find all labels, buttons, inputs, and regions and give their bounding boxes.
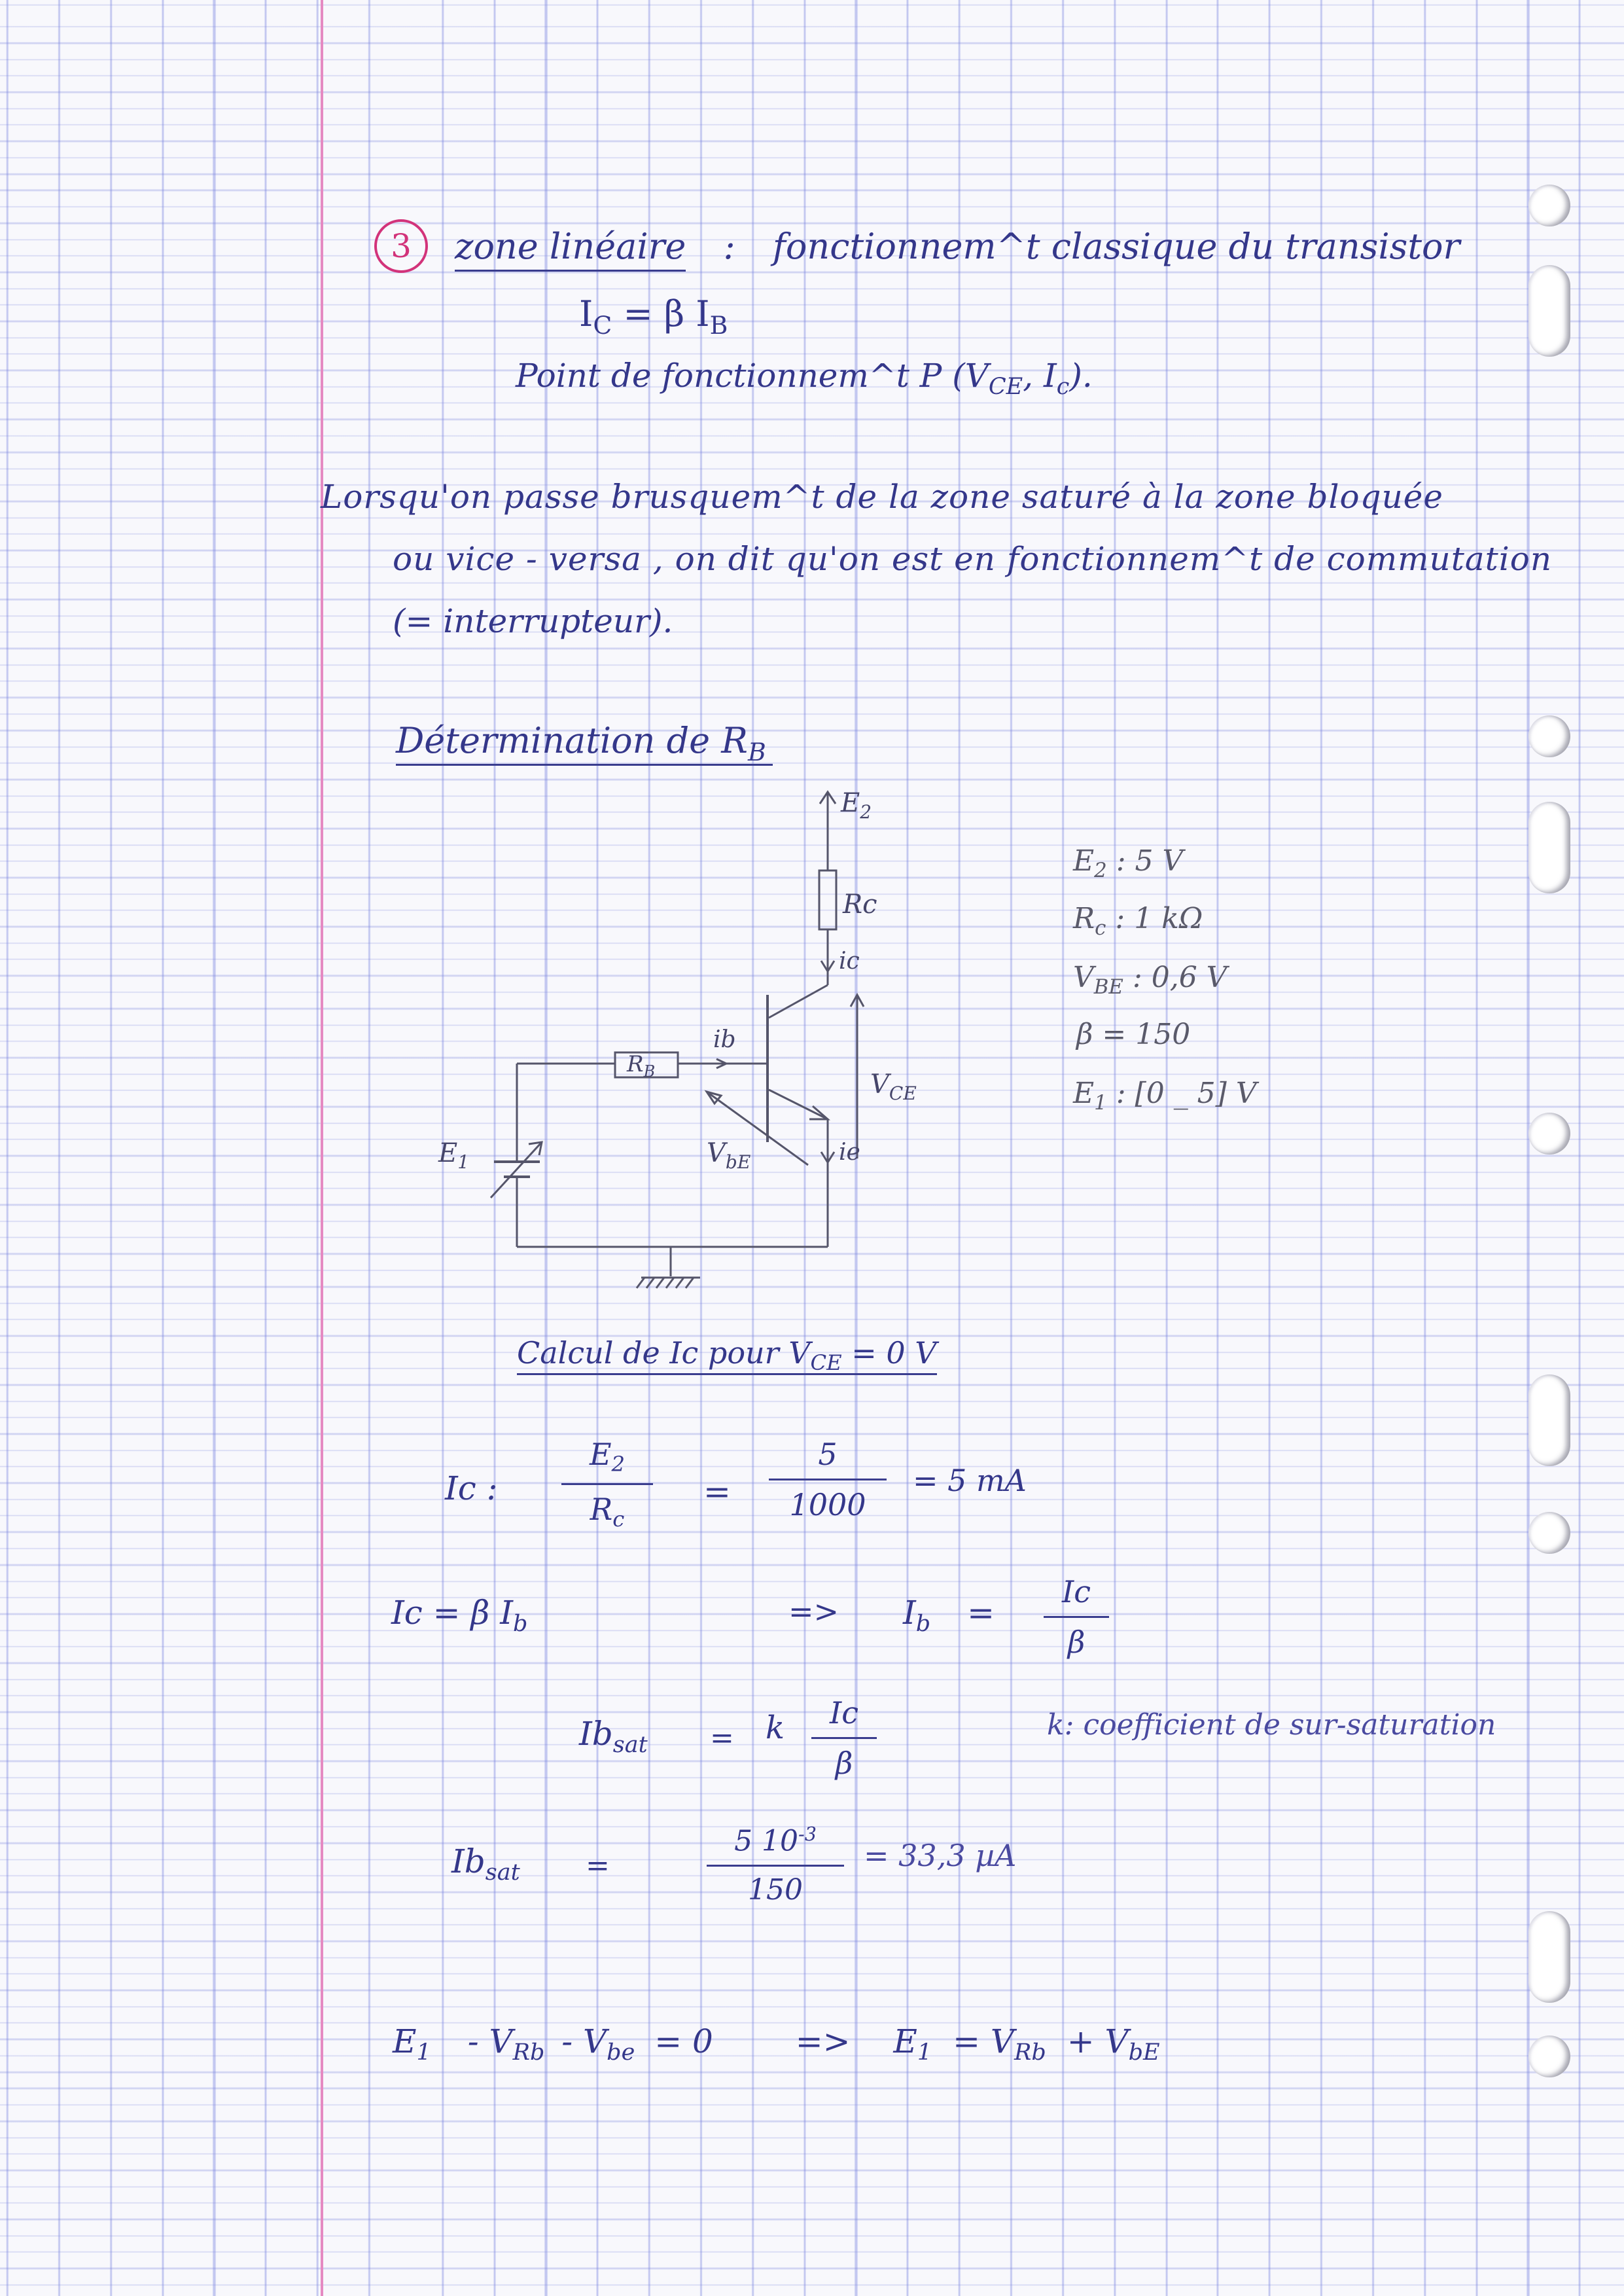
emitter-arrow — [809, 1106, 828, 1119]
binder-hole — [1528, 1374, 1570, 1466]
formula-rhs-sub: B — [709, 310, 728, 340]
eq5-term3: = 0 — [654, 2022, 713, 2060]
eq1-result: = 5 mA — [913, 1463, 1027, 1498]
label-ie: ie — [839, 1139, 860, 1166]
eq3-k: k — [766, 1710, 785, 1746]
heading-calc — [517, 1335, 937, 1375]
eq4-frac: 5 $10^{-3}$ 150 — [707, 1823, 844, 1907]
eq3-frac: Ic β — [811, 1695, 877, 1781]
section-number: 3 — [374, 219, 428, 273]
label-e2: $E_2$ — [841, 788, 872, 823]
paragraph-line-3: (= interrupteur). — [393, 602, 673, 640]
operating-point — [516, 357, 1093, 400]
binder-hole — [1528, 1512, 1570, 1554]
eq2-implies: => — [788, 1594, 839, 1629]
paragraph-line-2: ou vice - versa , on dit qu'on est en fonctionnem^t de commutation — [393, 540, 1553, 578]
eq2-rhs: $I_b$ = — [903, 1594, 995, 1637]
eq3-equals: = — [710, 1721, 734, 1755]
eq3-lhs: $Ib_{sat}$ — [579, 1715, 648, 1758]
formula-rhs: = β I — [623, 293, 710, 334]
formula-lhs: I — [579, 293, 593, 334]
section-heading — [455, 226, 1460, 267]
binder-hole — [1528, 185, 1570, 226]
point-sub1: CE — [988, 374, 1023, 400]
collector-lead — [769, 985, 828, 1018]
eq4-lhs: $Ib_{sat}$ — [451, 1842, 520, 1886]
label-ic: ic — [839, 948, 860, 975]
heading-calc-end: = 0 V — [851, 1335, 937, 1371]
eq4-result: = 33,3 µA — [864, 1838, 1017, 1873]
param-e2: $E_2$ : 5 V — [1073, 844, 1184, 882]
binder-hole — [1528, 265, 1570, 357]
binder-hole — [1528, 802, 1570, 893]
eq2-lhs: Ic = β $I_b$ — [391, 1594, 528, 1637]
heading-calc-text: Calcul de Ic pour V — [517, 1335, 811, 1371]
eq5-implies: => — [795, 2022, 851, 2060]
point-mid: , I — [1023, 357, 1057, 395]
label-ib: ib — [713, 1026, 736, 1053]
binder-hole — [1528, 715, 1570, 757]
formula-lhs-sub: C — [593, 310, 612, 340]
eq5-term2: - $V_{be}$ — [561, 2022, 635, 2066]
eq1-lhs: Ic : — [445, 1469, 498, 1507]
point-sub2: c — [1056, 374, 1070, 400]
heading-rb-sub: B — [747, 737, 766, 766]
label-vbe: $V_{bE}$ — [707, 1138, 751, 1173]
point-end: ). — [1069, 357, 1093, 395]
eq5-term1: - $V_{Rb}$ — [467, 2022, 545, 2066]
eq1-frac-2: 5 1000 — [769, 1437, 887, 1522]
emitter-lead — [769, 1090, 828, 1119]
point-text: Point de fonctionnem^t P (V — [516, 357, 989, 395]
param-e1: $E_1$ : [0 _ 5] V — [1073, 1077, 1257, 1115]
binder-hole — [1528, 1113, 1570, 1155]
transistor-circuit — [419, 779, 955, 1302]
eq1-equals: = — [703, 1473, 731, 1511]
eq5-r2: = $V_{Rb}$ — [953, 2022, 1046, 2066]
eq4-equals: = — [586, 1849, 610, 1882]
label-rb: $R_B$ — [627, 1051, 656, 1081]
linear-formula — [579, 293, 728, 340]
label-rc: Rc — [843, 889, 877, 920]
heading-rb-text: Détermination de R — [396, 720, 748, 761]
param-vbe: $V_{BE}$ : 0,6 V — [1073, 961, 1227, 999]
section-separator: : — [723, 226, 735, 267]
binder-hole — [1528, 2036, 1570, 2077]
label-vce: $V_{CE}$ — [870, 1069, 917, 1104]
eq3-note: k: coefficient de sur-saturation — [1047, 1708, 1496, 1742]
eq5-r1: $E_1$ — [893, 2022, 932, 2066]
eq5-lhs: $E_1$ — [393, 2022, 431, 2066]
section-title: zone linéaire — [455, 226, 686, 272]
param-beta: β = 150 — [1076, 1018, 1191, 1051]
eq2-frac: Ic β — [1044, 1574, 1109, 1660]
binder-hole — [1528, 1911, 1570, 2003]
eq1-frac-1: $E_2$ $R_c$ — [561, 1437, 653, 1532]
margin-line — [321, 0, 323, 2296]
param-rc: $R_c$ : 1 kΩ — [1073, 902, 1203, 940]
section-description: fonctionnem^t classique du transistor — [772, 226, 1460, 267]
eq5 — [393, 2022, 1160, 2066]
eq5-r3: + $V_{bE}$ — [1067, 2022, 1160, 2066]
label-e1: $E_1$ — [438, 1138, 470, 1173]
paragraph-line-1: Lorsqu'on passe brusquem^t de la zone saturé à la zone bloquée — [321, 478, 1443, 516]
heading-calc-sub: CE — [810, 1350, 842, 1376]
rc-resistor — [819, 870, 836, 929]
heading-rb — [396, 720, 773, 766]
